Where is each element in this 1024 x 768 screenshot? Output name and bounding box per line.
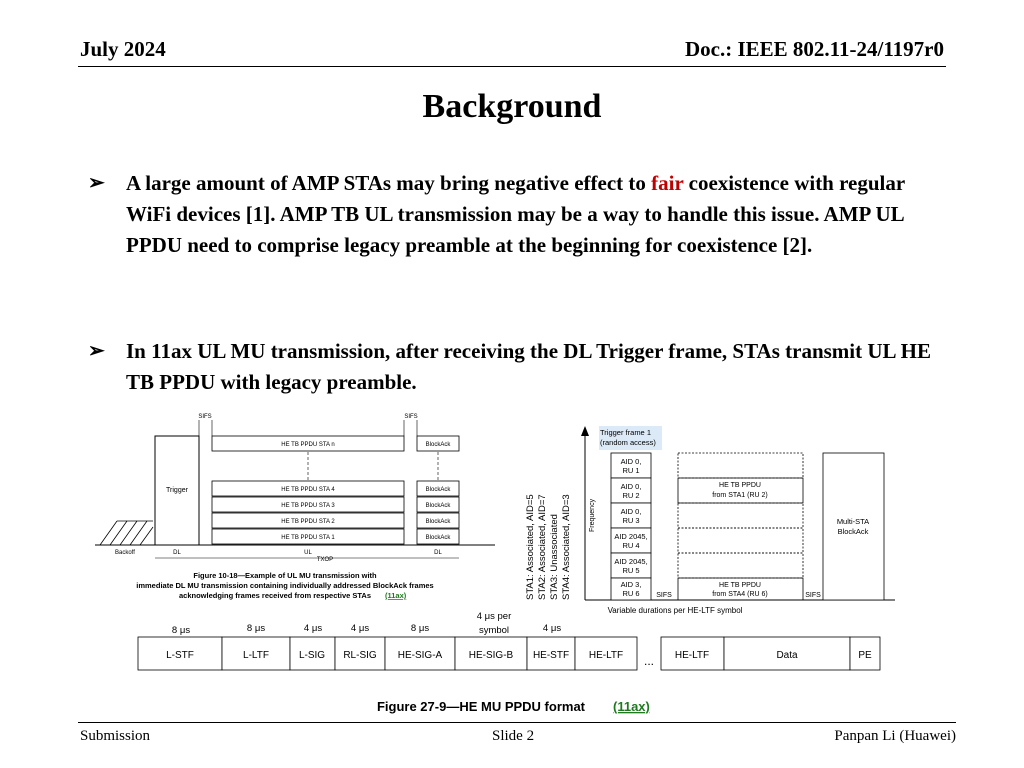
ru-cell-aid: AID 3, <box>620 580 642 589</box>
ru-cell-ru: RU 2 <box>622 491 640 500</box>
field-label: HE-LTF <box>588 650 624 661</box>
bullet-1-highlight: fair <box>651 171 684 195</box>
backoff-label: Backoff <box>115 550 135 556</box>
trigger-frame-label: Trigger frame 1 <box>600 428 651 437</box>
he-tb-ppdu-label: HE TB PPDU STA 4 <box>281 487 335 493</box>
fig1-caption-line2: immediate DL MU transmission containing individually addressed BlockAck frames <box>136 581 434 590</box>
ru-cell-ru: RU 3 <box>622 516 640 525</box>
field-label: L-SIG <box>298 650 326 661</box>
duration-he-stf: 4 μs <box>542 623 562 634</box>
field-label: HE-SIG-A <box>397 650 443 661</box>
sifs-label-4: SIFS <box>805 592 821 599</box>
ppdu-sta1-sublabel: from STA1 (RU 2) <box>712 492 768 499</box>
field-label: L-LTF <box>243 650 269 661</box>
field-ellipsis: ... <box>643 654 655 668</box>
ppdu-sta4-label: HE TB PPDU <box>719 582 761 589</box>
duration-he-sig-b: 4 μs per <box>476 611 512 622</box>
field-label: HE-STF <box>532 650 570 661</box>
field-label: PE <box>858 650 872 661</box>
footer-submission: Submission <box>80 728 151 744</box>
ru-cell-aid: AID 0, <box>620 482 642 491</box>
footer-author: Panpan Li (Huawei) <box>834 728 956 744</box>
he-tb-ppdu-label: HE TB PPDU STA 1 <box>281 535 335 541</box>
ru-cell-aid: AID 0, <box>620 507 642 516</box>
blockack-label: BlockAck <box>425 535 451 541</box>
sifs-label-1: SIFS <box>198 414 212 420</box>
ppdu-sta1-label: HE TB PPDU <box>719 482 761 489</box>
he-tb-ppdu-label: HE TB PPDU STA 2 <box>281 519 335 525</box>
trigger-label: Trigger <box>166 487 188 494</box>
field-label: Data <box>776 650 798 661</box>
frequency-axis-arrow-icon <box>581 426 589 436</box>
fig1-caption-line3: acknowledging frames received from respective STAs <box>178 591 372 600</box>
ru-cells <box>611 453 651 600</box>
ru-cell-ru: RU 5 <box>622 566 640 575</box>
header-rule <box>78 66 946 67</box>
footer-rule <box>78 722 956 723</box>
bullet-2-text: In 11ax UL MU transmission, after receiving the DL Trigger frame, STAs transmit UL HE TB PPDU with legacy preamble. <box>126 339 931 394</box>
ul-label: UL <box>304 550 312 556</box>
field-label: RL-SIG <box>343 650 377 661</box>
ru-cell-aid: AID 0, <box>620 457 642 466</box>
sta4-label: STA4: Associated, AID=3 <box>561 494 572 600</box>
arrow-bullet-icon: ➢ <box>88 172 105 194</box>
header-doc-number: Doc.: IEEE 802.11-24/1197r0 <box>684 37 944 61</box>
ppdu-sta4-sublabel: from STA4 (RU 6) <box>712 591 768 598</box>
header-date: July 2024 <box>80 37 166 61</box>
fig3-caption-link[interactable]: (11ax) <box>613 699 650 714</box>
ru-cell-ru: RU 4 <box>622 541 640 550</box>
bullet-1-text-end: coexistence with regular WiFi devices [1]. AMP TB UL transmission may be a way to handle this issue. AMP UL PPDU need to comprise legacy preamble at the beginning for coexistence [2]. <box>126 171 905 257</box>
sta1-label: STA1: Associated, AID=5 <box>525 494 536 600</box>
field-label: L-STF <box>166 650 194 661</box>
duration-he-sig-a: 8 μs <box>410 623 430 634</box>
sta3-label: STA3: Unassociated <box>549 514 560 600</box>
ru-cell-aid: AID 2045, <box>614 557 648 566</box>
duration-l-stf: 8 μs <box>171 625 191 636</box>
multi-sta-sublabel: BlockAck <box>837 527 869 536</box>
he-tb-ppdu-label: HE TB PPDU STA 3 <box>281 503 335 509</box>
sta2-label: STA2: Associated, AID=7 <box>537 494 548 600</box>
fig3-caption: Figure 27-9—HE MU PPDU format <box>376 699 586 714</box>
backoff-hatch <box>100 521 153 545</box>
dl-label-2: DL <box>434 550 442 556</box>
sifs-label-2: SIFS <box>404 414 418 420</box>
fig1-caption-link[interactable]: (11ax) <box>385 591 407 600</box>
he-mu-ppdu-format-figure <box>136 608 886 718</box>
bullet-1-text-start: A large amount of AMP STAs may bring negative effect to <box>126 171 652 195</box>
field-label: HE-LTF <box>674 650 710 661</box>
txop-label: TXOP <box>316 557 334 563</box>
field-label: HE-SIG-B <box>468 650 514 661</box>
ru-cell-ru: RU 6 <box>622 589 640 598</box>
frequency-label: Frequency <box>589 498 596 532</box>
slide-title: Background <box>422 88 602 125</box>
duration-l-sig: 4 μs <box>303 623 323 634</box>
sifs-label-3: SIFS <box>656 592 672 599</box>
blockack-label: BlockAck <box>425 487 451 493</box>
duration-he-sig-b-unit: symbol <box>478 625 510 636</box>
footer-slide-number: Slide 2 <box>492 728 535 744</box>
blockack-label: BlockAck <box>425 442 451 448</box>
ru-cell-aid: AID 2045, <box>614 532 648 541</box>
blockack-label: BlockAck <box>425 503 451 509</box>
duration-rl-sig: 4 μs <box>350 623 370 634</box>
arrow-bullet-icon: ➢ <box>88 340 105 362</box>
blockack-label: BlockAck <box>425 519 451 525</box>
multi-sta-label: Multi-STA <box>836 517 870 526</box>
he-tb-ppdu-label: HE TB PPDU STA n <box>281 442 335 448</box>
ul-mu-transmission-figure <box>95 408 515 608</box>
random-access-figure <box>520 420 900 620</box>
duration-l-ltf: 8 μs <box>246 623 266 634</box>
ru-cell-ru: RU 1 <box>622 466 640 475</box>
fig1-caption-line1: Figure 10-18—Example of UL MU transmission with <box>193 571 377 580</box>
bullet-2 <box>88 336 948 402</box>
variable-durations-label: Variable durations per HE-LTF symbol <box>607 606 743 615</box>
bullet-1 <box>88 168 948 298</box>
trigger-frame-sublabel: (random access) <box>600 438 656 447</box>
dl-label-1: DL <box>173 550 181 556</box>
